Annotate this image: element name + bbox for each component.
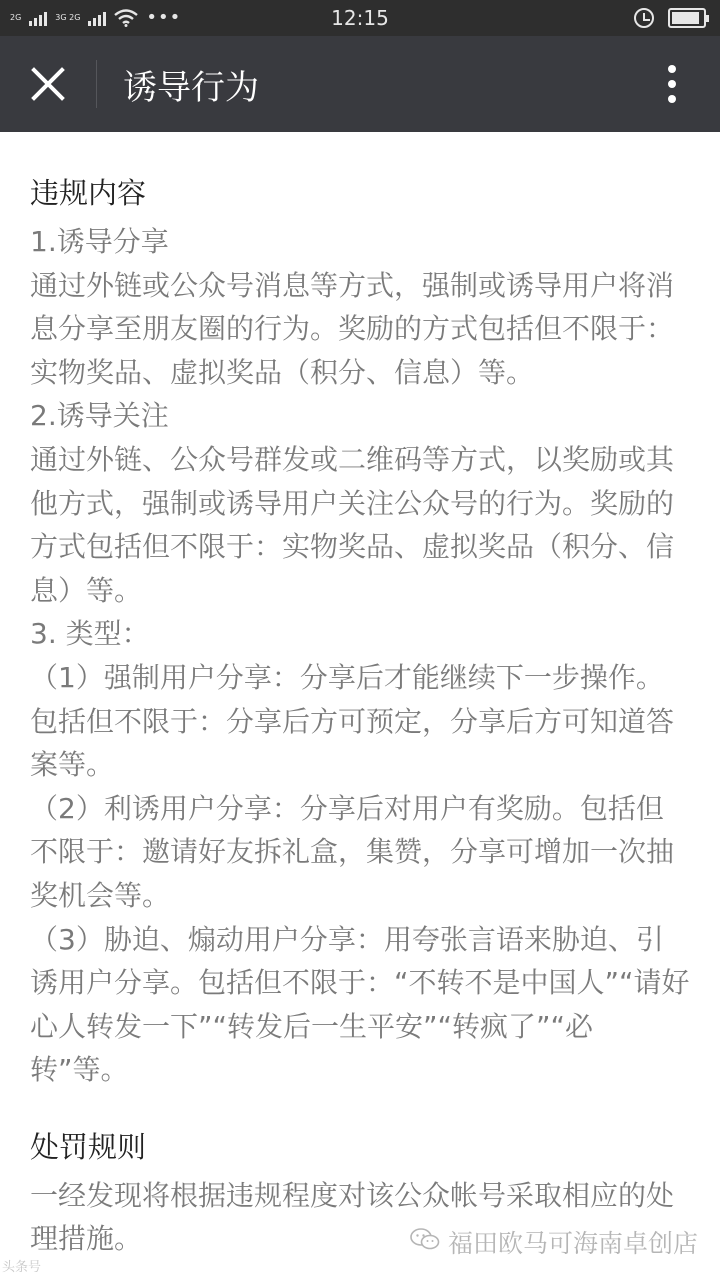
section-violations [30, 176, 690, 1092]
violation-type-item: （2）利诱用户分享：分享后对用户有奖励。包括但不限于：邀请好友拆礼盒，集赞，分享可增加一次抽奖机会等。 [30, 791, 675, 912]
network-type [10, 14, 21, 22]
status-time: 12:15 [331, 6, 389, 30]
more-vertical-icon [667, 64, 677, 104]
title-bar [0, 36, 720, 132]
watermark [410, 1224, 698, 1260]
more-notifications-icon: ••• [146, 7, 182, 28]
violation-type-item: （3）胁迫、煽动用户分享：用夸张言语来胁迫、引诱用户分享。包括但不限于：“不转不是中国人”“请好心人转发一下”“转发后一生平安”“转疯了”“必转”等。 [30, 922, 690, 1087]
signal-strength-icon [29, 10, 47, 26]
status-left [10, 9, 181, 27]
alarm-clock-icon [634, 8, 654, 28]
violation-description: 通过外链、公众号群发或二维码等方式，以奖励或其他方式，强制或诱导用户关注公众号的行为。奖励的方式包括但不限于：实物奖品、虚拟奖品（积分、信息）等。 [30, 442, 675, 607]
watermark-text: 福田欧马可海南卓创店 [447, 1229, 698, 1258]
wifi-icon [114, 9, 138, 27]
network-type-2 [55, 14, 80, 22]
section-heading: 违规内容 [30, 176, 147, 210]
battery-level-fill [672, 12, 699, 24]
violation-item-title: 1.诱导分享 [30, 225, 169, 258]
signal-strength-icon-2 [88, 10, 106, 26]
wechat-icon [410, 1227, 440, 1257]
violation-types-title: 3. 类型： [30, 617, 150, 651]
close-button[interactable] [0, 36, 96, 132]
page-title: 诱导行为 [123, 67, 259, 108]
more-options-button[interactable] [624, 36, 720, 132]
penalty-description: 一经发现将根据违规程度对该公众帐号采取相应的处理措施。 [30, 1178, 675, 1256]
network-bottom-label: 3G 2G [55, 13, 81, 22]
network-top-label: 2G [10, 13, 22, 22]
section-heading: 处罚规则 [30, 1129, 147, 1164]
corner-watermark: 头条号 [2, 1260, 42, 1275]
status-bar [0, 0, 720, 36]
violation-description: 通过外链或公众号消息等方式，强制或诱导用户将消息分享至朋友圈的行为。奖励的方式包括但不限于：实物奖品、虚拟奖品（积分、信息）等。 [30, 268, 675, 389]
article-content [30, 176, 690, 1261]
violation-item-title: 2.诱导关注 [30, 399, 169, 433]
violation-type-item: （1）强制用户分享：分享后才能继续下一步操作。包括但不限于：分享后方可预定，分享后方可知道答案等。 [30, 660, 675, 782]
battery-icon [668, 8, 706, 28]
status-right [634, 8, 706, 28]
title-divider [96, 60, 97, 108]
close-icon [31, 67, 65, 101]
